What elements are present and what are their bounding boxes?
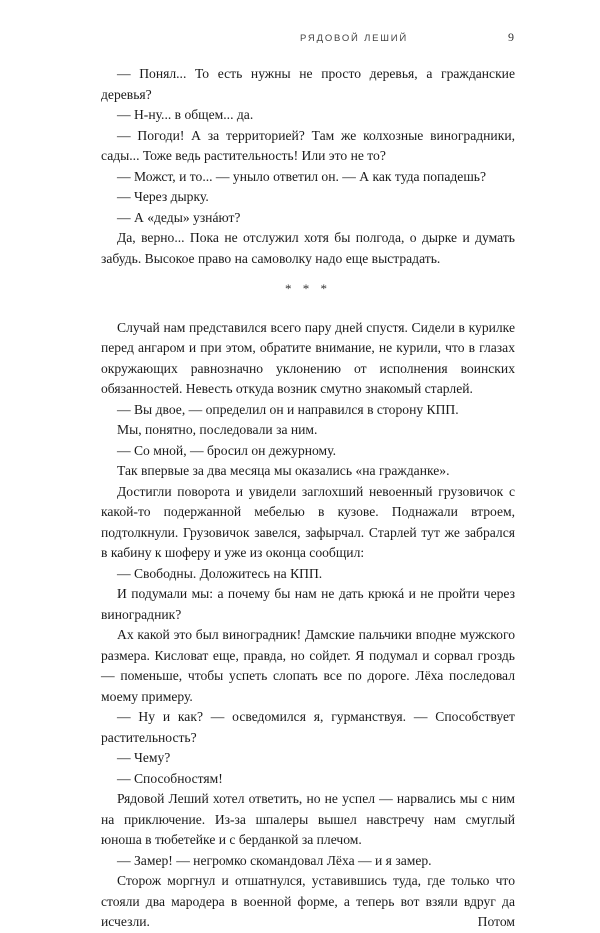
paragraph: — Свободны. Доложитесь на КПП. xyxy=(117,565,323,581)
page-number: 9 xyxy=(508,30,514,44)
paragraph: Сторож моргнул и отшатнулся, уставившись туда, где только что стояли два мародера в военной форме, а теперь вот взяли вдруг да исчезли. Потом xyxy=(101,873,515,929)
section-separator: * * * xyxy=(285,281,331,296)
paragraph: — Со мной, — бросил он дежурному. xyxy=(117,442,336,458)
paragraph: — Можст, и то... — уныло ответил он. — А как туда попадешь? xyxy=(117,168,487,184)
paragraph: Рядовой Леший хотел ответить, но не успел — нарвались мы с ним на приключение. Из-за шпалеры вышел навстречу нам смуглый юноша в тюбетейке и с берданкой за плечом. xyxy=(101,791,515,847)
paragraph: Случай нам представился всего пару дней спустя. Сидели в курилке перед ангаром и при этом, обратите внимание, не курили, что в глазах окружающих равнозначно уклонению от исполнения воинских обязанностей. Невесть откуда возник смутно знакомый старлей. xyxy=(101,319,515,396)
paragraph: Да, верно... Пока не отслужил хотя бы полгода, о дырке и думать забудь. Высокое право на самоволку надо еще выстрадать. xyxy=(101,230,515,266)
paragraph: — Н-ну... в общем... да. xyxy=(117,107,254,122)
running-title: РЯДОВОЙ ЛЕШИЙ xyxy=(300,33,409,44)
paragraph: — Через дырку. xyxy=(117,189,209,204)
paragraph: — Способностям! xyxy=(117,770,223,786)
paragraph: — Замер! — негромко скомандовал Лёха — и я замер. xyxy=(117,852,432,868)
body-text xyxy=(101,64,515,933)
paragraph: И подумали мы: а почему бы нам не дать крюкá и не пройти через виноградник? xyxy=(101,586,515,622)
paragraph: Ах какой это был виноградник! Дамские пальчики вподне мужского размера. Кисловат еще, правда, но сойдет. Я подумал и сорвал гроздь — поменьше, чтобы успеть слопать все по дороге. Лёха последовал моему примеру. xyxy=(101,627,515,704)
page-header xyxy=(300,30,514,45)
paragraph: Достигли поворота и увидели заглохший невоенный грузовичок с какой-то подержанной мебелью в кузове. Поднажали втроем, подтолкнули. Грузовичок завелся, зафырчал. Старлей тут же забрался в кабину к шоферу и уже из оконца сообщил: xyxy=(101,483,515,560)
paragraph: Так впервые за два месяца мы оказались «на гражданке». xyxy=(117,463,450,478)
paragraph: — Чему? xyxy=(117,750,171,765)
paragraph: — Ну и как? — осведомился я, гурманствуя. — Способствует растительность? xyxy=(101,709,515,745)
paragraph: — А «деды» узнáют? xyxy=(117,209,241,225)
paragraph: — Погоди! А за территорией? Там же колхозные виноградники, сады... Тоже ведь растительность! Или это не то? xyxy=(101,127,515,163)
paragraph: — Вы двое, — определил он и направился в сторону КПП. xyxy=(117,401,459,417)
paragraph: Мы, понятно, последовали за ним. xyxy=(117,422,318,437)
paragraph: — Понял... То есть нужны не просто деревья, а гражданские деревья? xyxy=(101,66,515,102)
